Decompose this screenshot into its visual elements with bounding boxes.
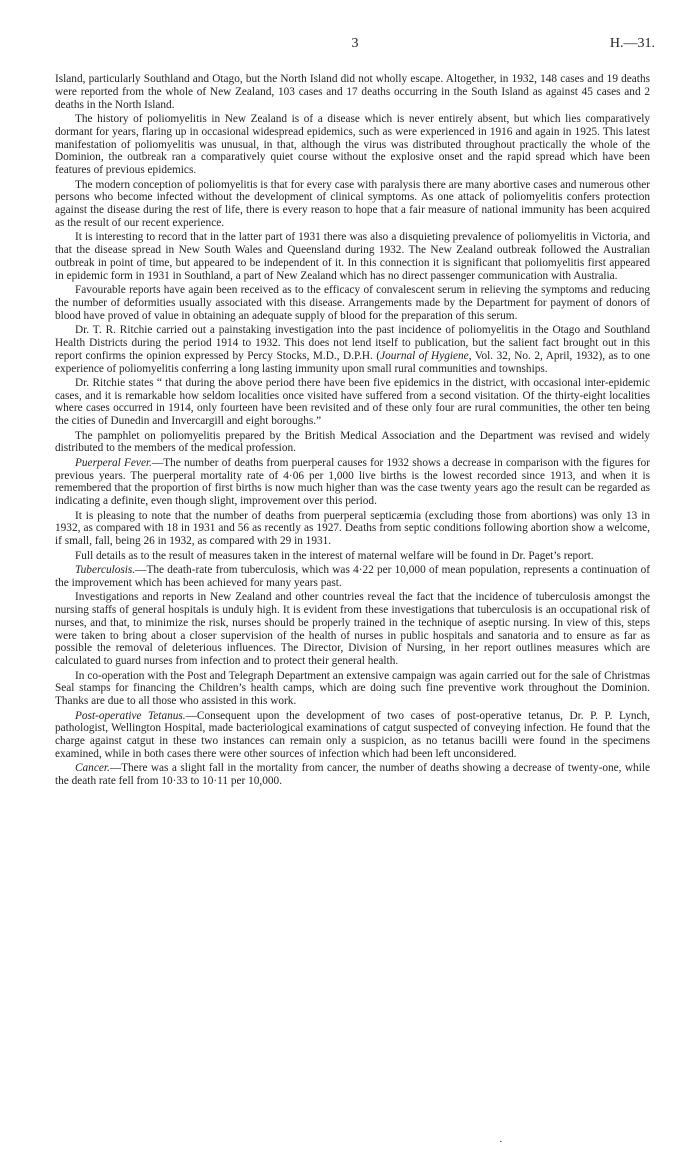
journal-title: Journal of Hygiene [380,349,469,362]
paragraph-maternal-welfare: Full details as to the result of measures taken in the interest of maternal welfare will be found in Dr. Paget’s report. [75,549,594,562]
section-heading-puerperal-fever: Puerperal Fever. [75,456,152,469]
paragraph-septicaemia: It is pleasing to note that the number of deaths from puerperal septicæmia (excluding those from abortions) was only 13 in 1932, as compared with 18 in 1931 and 56 as recently as 1927. Deaths from septic conditions following abortion show a welcome, if small, fall, being 26 in 1932, as compared with 29 in 1931. [55,509,650,548]
paragraph-ritchie-quote: Dr. Ritchie states “ that during the above period there have been five epidemics in the district, with occasional inter-epidemic cases, and it is remarkable how seldom localities once visited have suffered from a second visitation. Of the thirty-eight localities where cases occurred in 1914, only fourteen have been revisited and of these only four are rural communities, the other ten being the cities of Dunedin and Invercargill and eight boroughs.” [55,376,650,428]
report-body [55,73,650,790]
paragraph-nursing-staff: Investigations and reports in New Zealand and other countries reveal the fact that the incidence of tuberculosis amongst the nursing staffs of general hospitals is unduly high. It is evident from these investigations that tuberculosis is an occupational risk of nurses, and that, to minimize the risk, nurses should be properly trained in the technique of aseptic nursing. In view of this, steps were taken to bring about a closer supervision of the health of nurses in public hospitals and sanatoria and to ensure as far as possible the removal of deleterious influences. The Director, Division of Nursing, in her report outlines measures which are calculated to guard nurses from infection and to protect their general health. [55,591,650,668]
paragraph-cancer: Cancer.—There was a slight fall in the mortality from cancer, the number of deaths showing a decrease of twenty-one, while the death rate fell from 10·33 to 10·11 per 10,000. [55,762,650,788]
section-heading-cancer: Cancer. [75,762,110,775]
footer-mark: · [499,1136,503,1148]
paragraph-poliomyelitis-conception: The modern conception of poliomyelitis is that for every case with paralysis there are many abortive cases and numerous other persons who become infected without the development of clinical symptoms. As one attack of poliomyelitis confers protection against the disease during the rest of life, there is every reason to hope that a fair measure of national immunity has been acquired as the result of our recent experience. [55,178,650,229]
paragraph-puerperal-fever: Puerperal Fever.—The number of deaths from puerperal causes for 1932 shows a decrease in comparison with the figures for previous years. The puerperal mortality rate of 4·06 per 1,000 live births is the lowest recorded since 1913, and when it is remembered that the proportion of first births is now much higher than was the case twenty years ago the result can be regarded as indicating a definite, even though slight, improvement over this period. [55,456,650,508]
paragraph-christmas-seal: In co-operation with the Post and Telegraph Department an extensive campaign was again carried out for the sale of Christmas Seal stamps for financing the Children’s health camps, which are doing such fine preventive work throughout the Dominion. Thanks are due to all those who assisted in this work. [55,669,650,708]
paragraph-convalescent-serum: Favourable reports have again been received as to the efficacy of convalescent serum in relieving the symptoms and reducing the number of deformities usually associated with this disease. Arrangements made by the Department for payment of donors of blood have proved of value in obtaining an adequate supply of blood for the preparation of this serum. [55,284,650,322]
paragraph-poliomyelitis-cases: Island, particularly Southland and Otago, but the North Island did not wholly escape. Altogether, in 1932, 148 cases and 19 deaths were reported from the whole of New Zealand, 103 cases and 17 deaths occurring in the South Island as against 45 cases and 2 deaths in the North Island. [55,73,650,111]
paragraph-pamphlet: The pamphlet on poliomyelitis prepared by the British Medical Association and the Department was revised and widely distributed to the members of the medical profession. [55,429,650,455]
paragraph-poliomyelitis-history: The history of poliomyelitis in New Zealand is of a disease which is never entirely absent, but which lies comparatively dormant for years, flaring up in occasional widespread epidemics, such as were experienced in 1916 and again in 1925. This latest manifestation of poliomyelitis was unusual, in that, although the virus was distributed throughout practically the whole of the Dominion, the outbreak ran a comparatively quiet course without the explosive onset and the rapid spread which have been features of previous epidemics. [55,112,650,177]
section-heading-post-operative-tetanus: Post-operative Tetanus. [75,709,186,722]
paragraph-tuberculosis: Tuberculosis.—The death-rate from tuberculosis, which was 4·22 per 10,000 of mean population, represents a continuation of the improvement which has been achieved for many years past. [55,564,650,589]
document-code: H.—31. [609,36,655,51]
paragraph-australian-outbreak: It is interesting to record that in the latter part of 1931 there was also a disquieting prevalence of poliomyelitis in Victoria, and that the disease spread in New South Wales and Queensland during 1932. The New Zealand outbreak followed the Australian outbreak in point of time, but appeared to be independent of it. In this connection it is significant that poliomyelitis first appeared in epidemic form in 1931 in Southland, a part of New Zealand which has no direct passenger communication with Australia. [55,231,650,282]
section-heading-tuberculosis: Tuberculosis. [75,564,136,577]
page-header [55,36,655,60]
paragraph-post-operative-tetanus: Post-operative Tetanus.—Consequent upon the development of two cases of post-operative tetanus, Dr. P. P. Lynch, pathologist, Wellington Hospital, made bacteriological examinations of catgut suspected of conveying infection. He found that the charge against catgut in these two instances can remain only a suspicion, as no tetanus bacilli were found in the specimens examined, while in both cases there were other sources of infection which had been left unconsidered. [55,709,650,760]
page-number: 3 [351,36,359,51]
paragraph-ritchie-investigation: Dr. T. R. Ritchie carried out a painstaking investigation into the past incidence of poliomyelitis in the Otago and Southland Health Districts during the period 1914 to 1932. This does not lend itself to publication, but the salient fact brought out in this report confirms the opinion expressed by Percy Stocks, M.D., D.P.H. (Journal of Hygiene, Vol. 32, No. 2, April, 1932), as to one experience of poliomyelitis conferring a long lasting immunity upon small rural communities and townships. [55,324,651,375]
